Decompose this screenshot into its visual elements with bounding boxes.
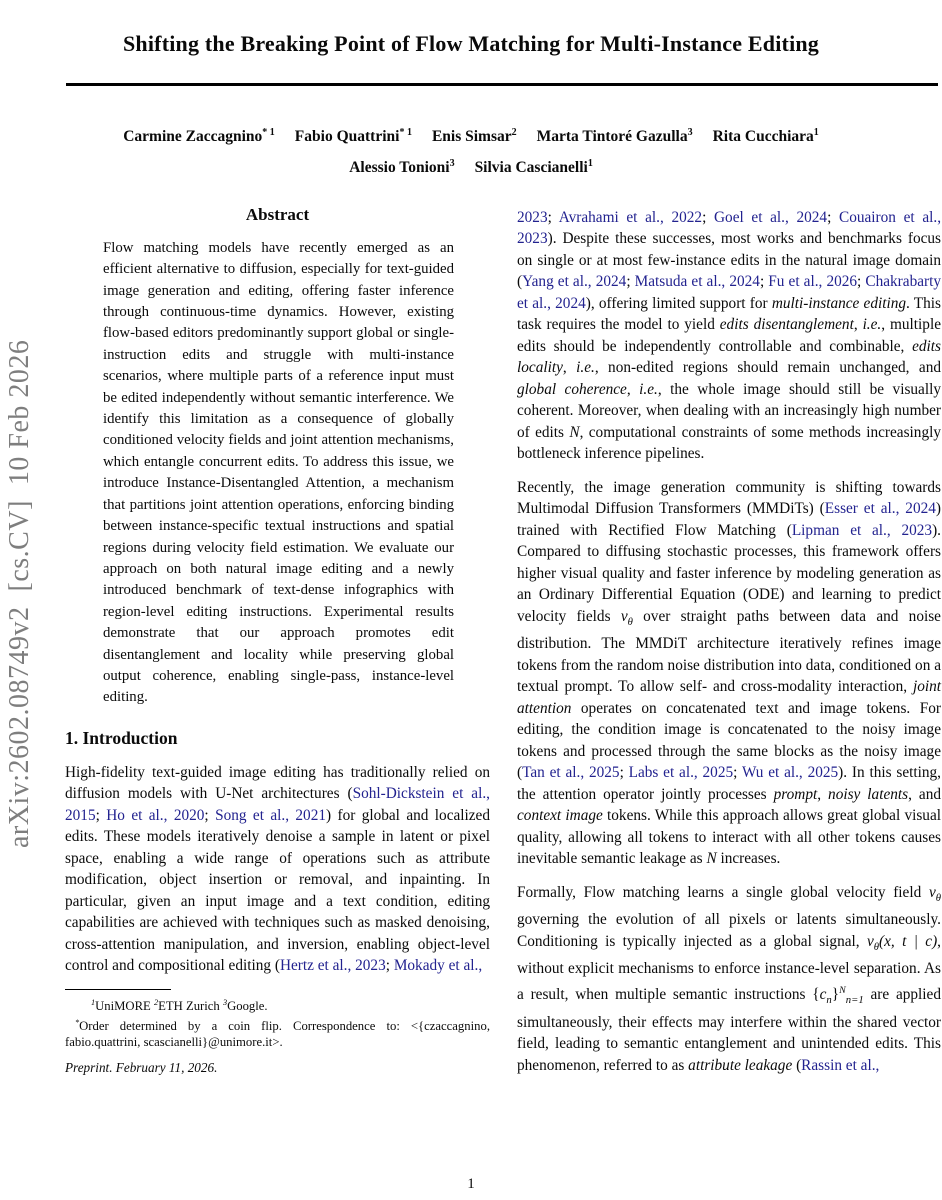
citation-link[interactable]: Ho et al., 2020	[106, 806, 205, 824]
arxiv-watermark: arXiv:2602.08749v2 [cs.CV] 10 Feb 2026	[4, 339, 35, 849]
author-name: Fabio Quattrini$^{* 1}$	[294, 126, 412, 145]
page-number: 1	[467, 1176, 475, 1192]
introduction-paragraph-col2-1: 2023; Avrahami et al., 2022; Goel et al., 2024; Couairon et al., 2023). Despite these successes, most works and benchmarks focus on single or at most few-instance edits in the natural image domain (Yang et al., 2024; Matsuda et al., 2024; Fu et al., 2026; Chakrabarty et al., 2024), offering limited support for multi-instance editing. This task requires the model to yield edits disentanglement, i.e., multiple edits should be independently controllable and combinable, edits locality, i.e., non-edited regions should remain unchanged, and global coherence, i.e., the whole image should still be visually coherent. Moreover, when dealing with an increasingly high number of edits N, computational constraints of some methods increasingly bottleneck inference pipelines.	[517, 208, 942, 463]
introduction-paragraph-col2-2: Recently, the image generation community is shifting towards Multimodal Diffusion Transformers (MMDiTs) (Esser et al., 2024) trained with Rectified Flow Matching (Lipman et al., 2023). Compared to diffusing stochastic processes, this framework offers higher visual quality and faster inference by modeling generation as an Ordinary Differential Equation (ODE) and learning to predict velocity fields $v_\theta$ over straight paths between data and noise distribution. The MMDiT architecture iteratively refines image tokens from the random noise distribution into data, conditioned on a textual prompt. To allow self- and cross-modality interaction, joint attention operates on concatenated text and image tokens. For editing, the condition image is concatenated to the noisy image tokens and processed through the same blocks as the noisy image (Tan et al., 2025; Labs et al., 2025; Wu et al., 2025). In this setting, the attention operator jointly processes prompt, noisy latents, and context image tokens. While this approach allows great global visual quality, allowing all tokens to interact with all other tokens causes inevitable semantic leakage as N increases.	[517, 478, 942, 868]
author-block	[0, 119, 942, 181]
citation-link[interactable]: Tan et al., 2025	[522, 764, 620, 782]
citation-link[interactable]: Wu et al., 2025	[741, 764, 839, 782]
citation-link[interactable]: Labs et al., 2025	[628, 764, 734, 782]
citation-link[interactable]: Yang et al., 2024	[522, 273, 627, 291]
abstract-text: Flow matching models have recently emerged as an efficient alternative to diffusion, especially for text-guided image generation and editing, offering faster inference through continuous-time dynamics. However, existing flow-based editors predominantly support global or single-instruction edits and struggle with multi-instance scenarios, where multiple parts of a reference input must be edited independently without semantic interference. We identify this limitation as a consequence of globally conditioned velocity fields and joint attention mechanisms, which entangle concurrent edits. To address this issue, we introduce Instance-Disentangled Attention, a mechanism that partitions joint attention operations, enforcing binding between instance-specific textual instructions and spatial regions during velocity field estimation. We evaluate our approach on both natural image editing and a newly introduced benchmark of text-dense infographics with region-level editing instructions. Experimental results demonstrate that our approach promotes edit disentanglement and locality while preserving global output coherence, enabling single-pass, instance-level editing.	[103, 239, 454, 706]
title-rule	[66, 83, 938, 86]
two-column-body	[65, 201, 941, 1088]
citation-link[interactable]: Avrahami et al., 2022	[558, 208, 703, 226]
footnote-correspondence: *Order determined by a coin flip. Correspondence to: <{czaccagnino, fabio.quattrini, scascianelli}@unimore.it>.	[65, 1017, 490, 1050]
author-name: Enis Simsar$^2$	[431, 126, 517, 145]
citation-link[interactable]: Esser et al., 2024	[824, 500, 936, 518]
author-name: Rita Cucchiara$^1$	[712, 126, 819, 145]
introduction-paragraph-col2-3: Formally, Flow matching learns a single global velocity field $v_\theta$ governing the evolution of all pixels or latents simultaneously. Conditioning is typically injected as a global signal, $v_\theta(x$, t | c), without explicit mechanisms to enforce instance-level separation. As a result, when multiple semantic instructions $\{c_n\}^N_{n=1}$ are applied simultaneously, their effects may interfere within the shared vector field, leading to semantic entanglement and unintended edits. This phenomenon, referred to as attribute leakage (Rassin et al.,	[517, 883, 941, 1074]
citation-link[interactable]: Fu et al., 2026	[768, 273, 858, 291]
section-heading-introduction: 1. Introduction	[65, 727, 178, 748]
citation-link[interactable]: Rassin et al.,	[801, 1056, 880, 1074]
authors-line-1	[0, 119, 942, 150]
footnote-affiliations: $^1$UniMORE $^2$ETH Zurich $^3$Google.	[91, 997, 268, 1014]
citation-link[interactable]: Chakrabarty et al., 2024	[517, 273, 941, 312]
citation-link[interactable]: Mokady et al.,	[393, 957, 483, 975]
citation-link[interactable]: Matsuda et al., 2024	[634, 273, 760, 291]
left-column	[65, 201, 490, 1088]
authors-line-2	[0, 150, 942, 181]
citation-link[interactable]: Goel et al., 2024	[714, 208, 828, 226]
author-name: Silvia Cascianelli$^1$	[474, 157, 593, 176]
footnote-rule	[65, 989, 171, 990]
preprint-notice: Preprint. February 11, 2026.	[65, 1059, 218, 1075]
introduction-paragraph-col1: High-fidelity text-guided image editing has traditionally relied on diffusion models with U-Net architectures (Sohl-Dickstein et al., 2015; Ho et al., 2020; Song et al., 2021) for global and localized edits. These models iteratively denoise a sample in latent or pixel space, enabling a wide range of operations such as attribute modification, object insertion or removal, and inpainting. In particular, given an input image and a text condition, editing capabilities are achieved with techniques such as masked denoising, cross-attention manipulation, and inversion, enabling object-level control and compositional editing (Hertz et al., 2023; Mokady et al.,	[65, 763, 490, 975]
citation-link[interactable]: Sohl-Dickstein et al., 2015	[65, 785, 490, 824]
abstract-heading: Abstract	[245, 204, 310, 224]
citation-link[interactable]: Lipman et al., 2023	[791, 521, 933, 539]
author-name: Marta Tintoré Gazulla$^3$	[536, 126, 693, 145]
footnote-block	[65, 989, 490, 1076]
author-name: Carmine Zaccagnino$^{* 1}$	[123, 126, 275, 145]
right-column	[517, 201, 941, 1088]
citation-link[interactable]: 2023	[517, 208, 548, 226]
author-name: Alessio Tonioni$^3$	[349, 157, 455, 176]
citation-link[interactable]: Hertz et al., 2023	[279, 957, 386, 975]
citation-link[interactable]: Couairon et al., 2023	[517, 208, 942, 248]
citation-link[interactable]: Song et al., 2021	[215, 806, 326, 824]
paper-header	[0, 0, 942, 181]
paper-title: Shifting the Breaking Point of Flow Matching for Multi-Instance Editing	[122, 31, 820, 56]
